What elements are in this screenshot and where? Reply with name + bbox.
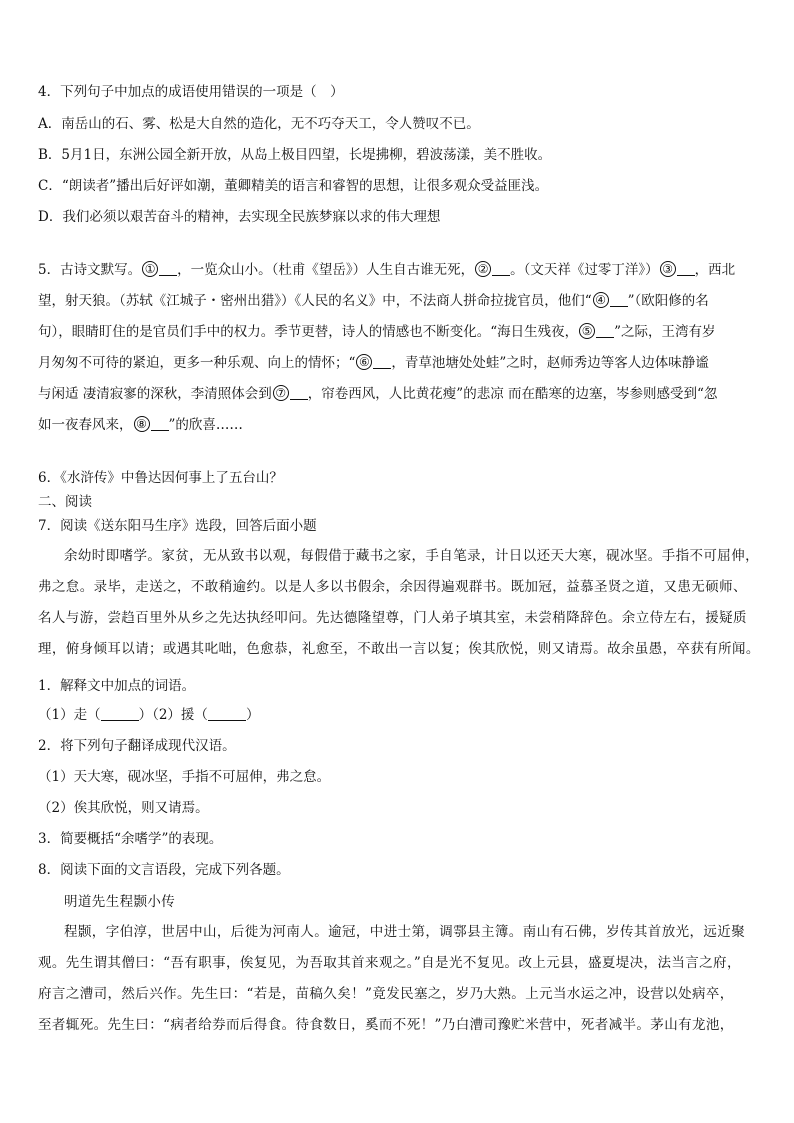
answer-blank[interactable] — [208, 706, 246, 721]
fill-blank[interactable] — [610, 292, 628, 307]
answer-blank[interactable] — [101, 706, 139, 721]
fill-blank[interactable] — [290, 385, 308, 400]
q4-option-d: D．我们必须以艰苦奋斗的精神，去实现全民族梦寐以求的伟大理想 — [38, 209, 441, 225]
blank-marker-2: ② — [475, 261, 491, 277]
q5-text: ，青草池塘处处蛙”之时，赵师秀边等客人边体味静谧 — [391, 355, 709, 371]
q5-line-4 — [38, 353, 709, 373]
fill-blank[interactable] — [159, 261, 177, 276]
blank-marker-3: ③ — [660, 261, 676, 277]
q4-option-a: A．南岳山的石、雾、松是大自然的造化，无不巧夺天工，令人赞叹不已。 — [38, 116, 480, 132]
q5-text: 。（文天祥《过零丁洋》） — [510, 262, 659, 278]
q5-text: ”（欧阳修的名 — [627, 293, 709, 309]
q8-stem: 8．阅读下面的文言语段，完成下列各题。 — [38, 862, 290, 878]
q7-sub2b: （2）俟其欣悦，则又请焉。 — [38, 800, 209, 816]
fill-blank[interactable] — [373, 354, 391, 369]
blank-marker-1: ① — [142, 261, 158, 277]
blank-marker-4: ④ — [593, 292, 609, 308]
q4-stem: 4．下列句子中加点的成语使用错误的一项是（ ） — [38, 84, 344, 100]
q8-passage-line: 至者辄死。先生曰：“病者给券而后得食。待食数日，奚而不死！”乃白漕司豫贮米营中，死者减半。茅山有龙池， — [38, 1017, 734, 1033]
fill-blank[interactable] — [492, 261, 510, 276]
q5-line-5 — [38, 384, 717, 404]
q5-text: ”之际，王湾有岁 — [614, 324, 716, 340]
q5-text: 月匆匆不可待的紧迫，更多一种乐观、向上的情怀；“ — [38, 355, 356, 371]
q5-text: ，帘卷西风，人比黄花瘦”的悲凉 而在酷寒的边塞，岑参则感受到“忽 — [307, 386, 718, 402]
q7-sub3: 3．简要概括“余嗜学”的表现。 — [38, 831, 223, 847]
q7-sub1: 1．解释文中加点的词语。 — [38, 678, 196, 694]
label: ） — [245, 707, 260, 723]
label: ）（2）援（ — [138, 707, 208, 723]
q7-sub1-answers — [38, 705, 259, 725]
blank-marker-5: ⑤ — [579, 323, 595, 339]
q5-line-1 — [38, 260, 735, 280]
section-heading-reading: 二、阅读 — [38, 494, 92, 510]
q8-passage-line: 程颢，字伯淳，世居中山，后徙为河南人。逾冠，中进士第，调鄠县主簿。南山有石佛，岁传其首放光，远近聚 — [64, 924, 746, 940]
q8-passage-line: 观。先生谓其僧曰：“吾有职事，俟复见，为吾取其首来观之。”自是光不复见。改上元县，盛夏堤决，法当言之府， — [38, 955, 741, 971]
blank-marker-6: ⑥ — [356, 354, 372, 370]
fill-blank[interactable] — [596, 323, 614, 338]
q6-stem: 6．《水浒传》中鲁达因何事上了五台山？ — [38, 470, 283, 486]
q5-line-3 — [38, 322, 716, 342]
q8-passage-line: 府言之漕司，然后兴作。先生曰：“若是，苗稿久矣！”竟发民塞之，岁乃大熟。上元当水运之冲，设营以处病卒， — [38, 986, 734, 1002]
q5-text: 句），眼睛盯住的是官员们手中的权力。季节更替，诗人的情感也不断变化。“海日生残夜， — [38, 324, 579, 340]
q7-stem: 7．阅读《送东阳马生序》选段，回答后面小题 — [38, 518, 317, 534]
q7-sub2: 2．将下列句子翻译成现代汉语。 — [38, 738, 236, 754]
blank-marker-8: ⑧ — [134, 416, 150, 432]
q4-option-b: B．5月1日，东洲公园全新开放，从岛上极目四望，长堤拂柳，碧波荡漾，美不胜收。 — [38, 147, 552, 163]
q5-text: ”的欣喜…… — [168, 417, 243, 433]
blank-marker-7: ⑦ — [273, 385, 289, 401]
q5-text: ，一览众山小。（杜甫《望岳》）人生自古谁无死， — [177, 262, 475, 278]
q7-passage-line: 名人与游，尝趋百里外从乡之先达执经叩问。先达德隆望尊，门人弟子填其室，未尝稍降辞色。余立侍左右，援疑质 — [38, 610, 747, 626]
q5-line-2 — [38, 291, 709, 311]
fill-blank[interactable] — [677, 261, 695, 276]
q5-text: 望，射天狼。（苏轼《江城子・密州出猎》）《人民的名义》中，不法商人拼命拉拢官员，他们“ — [38, 293, 592, 309]
q7-passage-line: 理，俯身倾耳以请；或遇其叱咄，色愈恭，礼愈至，不敢出一言以复；俟其欣悦，则又请焉。故余虽愚，卒获有所闻。 — [38, 641, 760, 657]
q5-line-6 — [38, 415, 243, 435]
q5-text: 如一夜春风来， — [38, 417, 133, 433]
q7-passage-line: 弗之怠。录毕，走送之，不敢稍逾约。以是人多以书假余，余因得遍观群书。既加冠，益慕圣贤之道，又患无硕师、 — [38, 579, 747, 595]
q5-text: ，西北 — [694, 262, 736, 278]
q5-text: 5．古诗文默写。 — [38, 262, 142, 278]
q4-option-c: C．“朗读者”播出后好评如潮，董卿精美的语言和睿智的思想，让很多观众受益匪浅。 — [38, 178, 549, 194]
q7-passage-line: 余幼时即嗜学。家贫，无从致书以观，每假借于藏书之家，手自笔录，计日以还天大寒，砚冰坚。手指不可屈伸， — [64, 548, 759, 564]
fill-blank[interactable] — [151, 416, 169, 431]
q8-passage-title: 明道先生程颢小传 — [64, 894, 176, 910]
q7-sub2a: （1）天大寒，砚冰坚，手指不可屈伸，弗之怠。 — [38, 769, 331, 785]
q5-text: 与闲适 凄清寂寥的深秋，李清照体会到 — [38, 386, 272, 402]
label: （1）走（ — [38, 707, 101, 723]
